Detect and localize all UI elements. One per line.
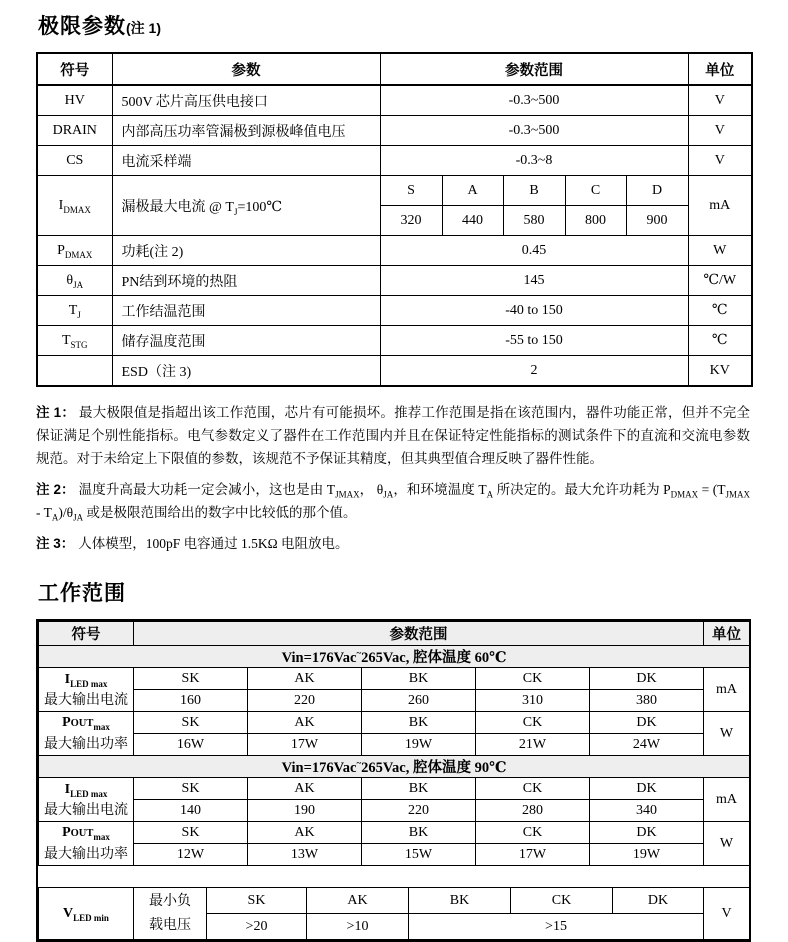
value-cell: 16W bbox=[134, 734, 248, 756]
vled-grades-row bbox=[39, 888, 750, 914]
pout-name: 最大输出功率 bbox=[44, 847, 128, 862]
operating-range-main-grid bbox=[38, 621, 750, 866]
cell-symbol: $P_{DMAX}$ bbox=[37, 236, 112, 266]
table-row-esd bbox=[37, 356, 752, 387]
grade-cell: SK bbox=[134, 668, 248, 690]
vled-name-cell bbox=[134, 888, 207, 940]
iled-name: 最大输出电流 bbox=[44, 802, 128, 818]
table1-header-unit: 单位 bbox=[688, 53, 752, 85]
note-1-label: 注 1： bbox=[36, 405, 76, 420]
grade-cell: C bbox=[565, 176, 626, 206]
table-row-tstg bbox=[37, 326, 752, 356]
vled-name-line2: 载电压 bbox=[149, 917, 191, 933]
cell-symbol: $\theta_{JA}$ bbox=[37, 266, 112, 296]
cell-param: 工作结温范围 bbox=[112, 296, 380, 326]
limit-params-table bbox=[36, 52, 753, 387]
cell-param-idmax: 漏极最大电流 @ $T_J=100℃$ bbox=[112, 176, 380, 236]
cell-unit: ℃ bbox=[688, 326, 752, 356]
grade-cell: DK bbox=[590, 668, 704, 690]
iled-name: 最大输出电流 bbox=[44, 692, 128, 708]
cell-unit: mA bbox=[704, 668, 750, 712]
grade-cell: BK bbox=[409, 888, 511, 914]
value-cell: 900 bbox=[626, 206, 688, 236]
cell-symbol: $T_{STG}$ bbox=[37, 326, 112, 356]
note-3 bbox=[36, 532, 750, 555]
table2-header-symbol: 符号 bbox=[39, 622, 134, 646]
table-row-pdmax bbox=[37, 236, 752, 266]
grade-cell: BK bbox=[362, 668, 476, 690]
value-cell: 17W bbox=[476, 844, 590, 866]
pout-60-values-row bbox=[39, 734, 750, 756]
section1-title-note: (注 1) bbox=[126, 20, 161, 36]
note-2-text: 温度升高最大功耗一定会减小，这也是由 $T_{JMAX}$， $\theta_{JA}$，和环境温度 $T_A$ 所决定的。最大允许功耗为 $P_{DMAX} = (T_{JMAX} - T_A)/\theta_{JA}$ 或是极限范围给出的数字中比较低的那个值。 bbox=[36, 482, 750, 523]
cell-unit: mA bbox=[688, 176, 752, 236]
grade-cell: D bbox=[626, 176, 688, 206]
cell-range: -0.3~500 bbox=[380, 85, 688, 116]
value-cell: 190 bbox=[248, 800, 362, 822]
cell-unit: W bbox=[704, 822, 750, 866]
cell-range: -0.3~8 bbox=[380, 146, 688, 176]
table2-header-range: 参数范围 bbox=[134, 622, 704, 646]
grade-cell: S bbox=[380, 176, 442, 206]
iled-60-name-cell bbox=[39, 668, 134, 712]
operating-range-table bbox=[36, 619, 751, 942]
grade-cell: CK bbox=[511, 888, 613, 914]
cell-range: 0.45 bbox=[380, 236, 688, 266]
vled-symbol: $V_{LED min}$ bbox=[39, 888, 134, 940]
pout-60-grades-row bbox=[39, 712, 750, 734]
value-cell: 12W bbox=[134, 844, 248, 866]
notes-block bbox=[36, 401, 750, 555]
table1-header-param: 参数 bbox=[112, 53, 380, 85]
value-cell: 160 bbox=[134, 690, 248, 712]
cell-symbol: HV bbox=[37, 85, 112, 116]
cell-unit: V bbox=[688, 116, 752, 146]
cell-param: 电流采样端 bbox=[112, 146, 380, 176]
cell-param: 储存温度范围 bbox=[112, 326, 380, 356]
grade-cell: CK bbox=[476, 778, 590, 800]
pout-90-grades-row bbox=[39, 822, 750, 844]
value-cell: 220 bbox=[362, 800, 476, 822]
value-cell: 340 bbox=[590, 800, 704, 822]
iled-90-grades-row bbox=[39, 778, 750, 800]
cell-symbol-idmax: $I_{DMAX}$ bbox=[37, 176, 112, 236]
cell-range: -55 to 150 bbox=[380, 326, 688, 356]
grade-cell: SK bbox=[134, 712, 248, 734]
value-cell: >20 bbox=[207, 914, 307, 940]
value-cell: 220 bbox=[248, 690, 362, 712]
note-1-text: 最大极限值是指超出该工作范围，芯片有可能损坏。推荐工作范围是指在该范围内，器件功能正常，但并不完全保证满足个别性能指标。电气参数定义了器件在工作范围内并且在保证特定性能指标的测试条件下的直流和交流电参数规范。对于未给定上下限值的参数，该规范不予保证其精度，但其典型值合理反映了器件性能。 bbox=[36, 405, 750, 466]
grade-cell: AK bbox=[248, 712, 362, 734]
cell-unit: ℃ bbox=[688, 296, 752, 326]
value-cell: 19W bbox=[590, 844, 704, 866]
value-cell: 320 bbox=[380, 206, 442, 236]
vled-min-grid bbox=[38, 887, 750, 940]
cell-range: 2 bbox=[380, 356, 688, 387]
value-cell: 140 bbox=[134, 800, 248, 822]
value-cell: 21W bbox=[476, 734, 590, 756]
grade-cell: DK bbox=[590, 712, 704, 734]
value-cell: 310 bbox=[476, 690, 590, 712]
note-2 bbox=[36, 478, 750, 524]
pout-60-name-cell bbox=[39, 712, 134, 756]
note-1 bbox=[36, 401, 750, 470]
value-cell: 280 bbox=[476, 800, 590, 822]
value-cell: 13W bbox=[248, 844, 362, 866]
value-cell: 440 bbox=[442, 206, 503, 236]
table-row-idmax-grades bbox=[37, 176, 752, 206]
cell-range: -40 to 150 bbox=[380, 296, 688, 326]
value-cell: 580 bbox=[503, 206, 565, 236]
iled-symbol: $I_{LED max}$ bbox=[64, 781, 108, 799]
table2-blank-row bbox=[38, 866, 749, 887]
value-cell: 15W bbox=[362, 844, 476, 866]
table1-header-range: 参数范围 bbox=[380, 53, 688, 85]
section-title-limit-params bbox=[38, 10, 753, 40]
cell-unit: V bbox=[688, 85, 752, 116]
note-2-label: 注 2： bbox=[36, 482, 75, 497]
table-row-tj bbox=[37, 296, 752, 326]
cell-param: 内部高压功率管漏极到源极峰值电压 bbox=[112, 116, 380, 146]
grade-cell: AK bbox=[248, 668, 362, 690]
value-cell: 800 bbox=[565, 206, 626, 236]
condition-row-90c bbox=[39, 756, 750, 778]
cell-range: 145 bbox=[380, 266, 688, 296]
grade-cell: CK bbox=[476, 822, 590, 844]
cell-symbol: $T_J$ bbox=[37, 296, 112, 326]
note-3-text: 人体模型，100pF 电容通过 1.5KΩ 电阻放电。 bbox=[78, 536, 349, 551]
iled-90-name-cell bbox=[39, 778, 134, 822]
iled-60-values-row bbox=[39, 690, 750, 712]
pout-90-name-cell bbox=[39, 822, 134, 866]
value-cell: 260 bbox=[362, 690, 476, 712]
cell-param: 功耗(注 2) bbox=[112, 236, 380, 266]
grade-cell: BK bbox=[362, 712, 476, 734]
table-row-cs bbox=[37, 146, 752, 176]
value-cell: 24W bbox=[590, 734, 704, 756]
iled-symbol: $I_{LED max}$ bbox=[64, 671, 108, 689]
grade-cell: BK bbox=[362, 778, 476, 800]
table-row-hv bbox=[37, 85, 752, 116]
cell-unit: V bbox=[688, 146, 752, 176]
grade-cell: AK bbox=[248, 822, 362, 844]
value-cell: >10 bbox=[307, 914, 409, 940]
cell-range: -0.3~500 bbox=[380, 116, 688, 146]
value-cell: 19W bbox=[362, 734, 476, 756]
grade-cell: DK bbox=[590, 822, 704, 844]
section2-title-text: 工作范围 bbox=[38, 582, 126, 605]
table-row-theta-ja bbox=[37, 266, 752, 296]
table-row-drain bbox=[37, 116, 752, 146]
table1-header-row bbox=[37, 53, 752, 85]
grade-cell: B bbox=[503, 176, 565, 206]
value-cell: 380 bbox=[590, 690, 704, 712]
grade-cell: A bbox=[442, 176, 503, 206]
grade-cell: CK bbox=[476, 712, 590, 734]
grade-cell: DK bbox=[613, 888, 704, 914]
cell-param: ESD（注 3) bbox=[112, 356, 380, 387]
cell-param: 500V 芯片高压供电接口 bbox=[112, 85, 380, 116]
pout-symbol: $POUT_{max}$ bbox=[62, 825, 110, 842]
cell-symbol-empty bbox=[37, 356, 112, 387]
grade-cell: AK bbox=[248, 778, 362, 800]
section-title-operating-range bbox=[38, 577, 753, 607]
iled-90-values-row bbox=[39, 800, 750, 822]
table2-header-row bbox=[39, 622, 750, 646]
cell-param: PN结到环境的热阻 bbox=[112, 266, 380, 296]
section1-title-text: 极限参数 bbox=[38, 15, 126, 38]
grade-cell: AK bbox=[307, 888, 409, 914]
cell-unit: W bbox=[688, 236, 752, 266]
value-cell: 17W bbox=[248, 734, 362, 756]
table2-header-unit: 单位 bbox=[704, 622, 750, 646]
table1-header-symbol: 符号 bbox=[37, 53, 112, 85]
pout-name: 最大输出功率 bbox=[44, 737, 128, 752]
cell-unit: ℃/W bbox=[688, 266, 752, 296]
note-3-label: 注 3： bbox=[36, 536, 75, 551]
cell-unit: KV bbox=[688, 356, 752, 387]
grade-cell: SK bbox=[207, 888, 307, 914]
grade-cell: CK bbox=[476, 668, 590, 690]
condition-60c-text: Vin=176Vac~265Vac, 腔体温度 60℃ bbox=[39, 646, 750, 668]
condition-90c-text: Vin=176Vac~265Vac, 腔体温度 90℃ bbox=[39, 756, 750, 778]
cell-symbol: DRAIN bbox=[37, 116, 112, 146]
grade-cell: BK bbox=[362, 822, 476, 844]
cell-unit: V bbox=[704, 888, 750, 940]
cell-unit: W bbox=[704, 712, 750, 756]
pout-90-values-row bbox=[39, 844, 750, 866]
cell-symbol: CS bbox=[37, 146, 112, 176]
pout-symbol: $POUT_{max}$ bbox=[62, 715, 110, 732]
grade-cell: SK bbox=[134, 822, 248, 844]
grade-cell: SK bbox=[134, 778, 248, 800]
condition-row-60c bbox=[39, 646, 750, 668]
cell-unit: mA bbox=[704, 778, 750, 822]
value-cell-merged: >15 bbox=[409, 914, 704, 940]
vled-name-line1: 最小负 bbox=[149, 893, 191, 909]
grade-cell: DK bbox=[590, 778, 704, 800]
iled-60-grades-row bbox=[39, 668, 750, 690]
